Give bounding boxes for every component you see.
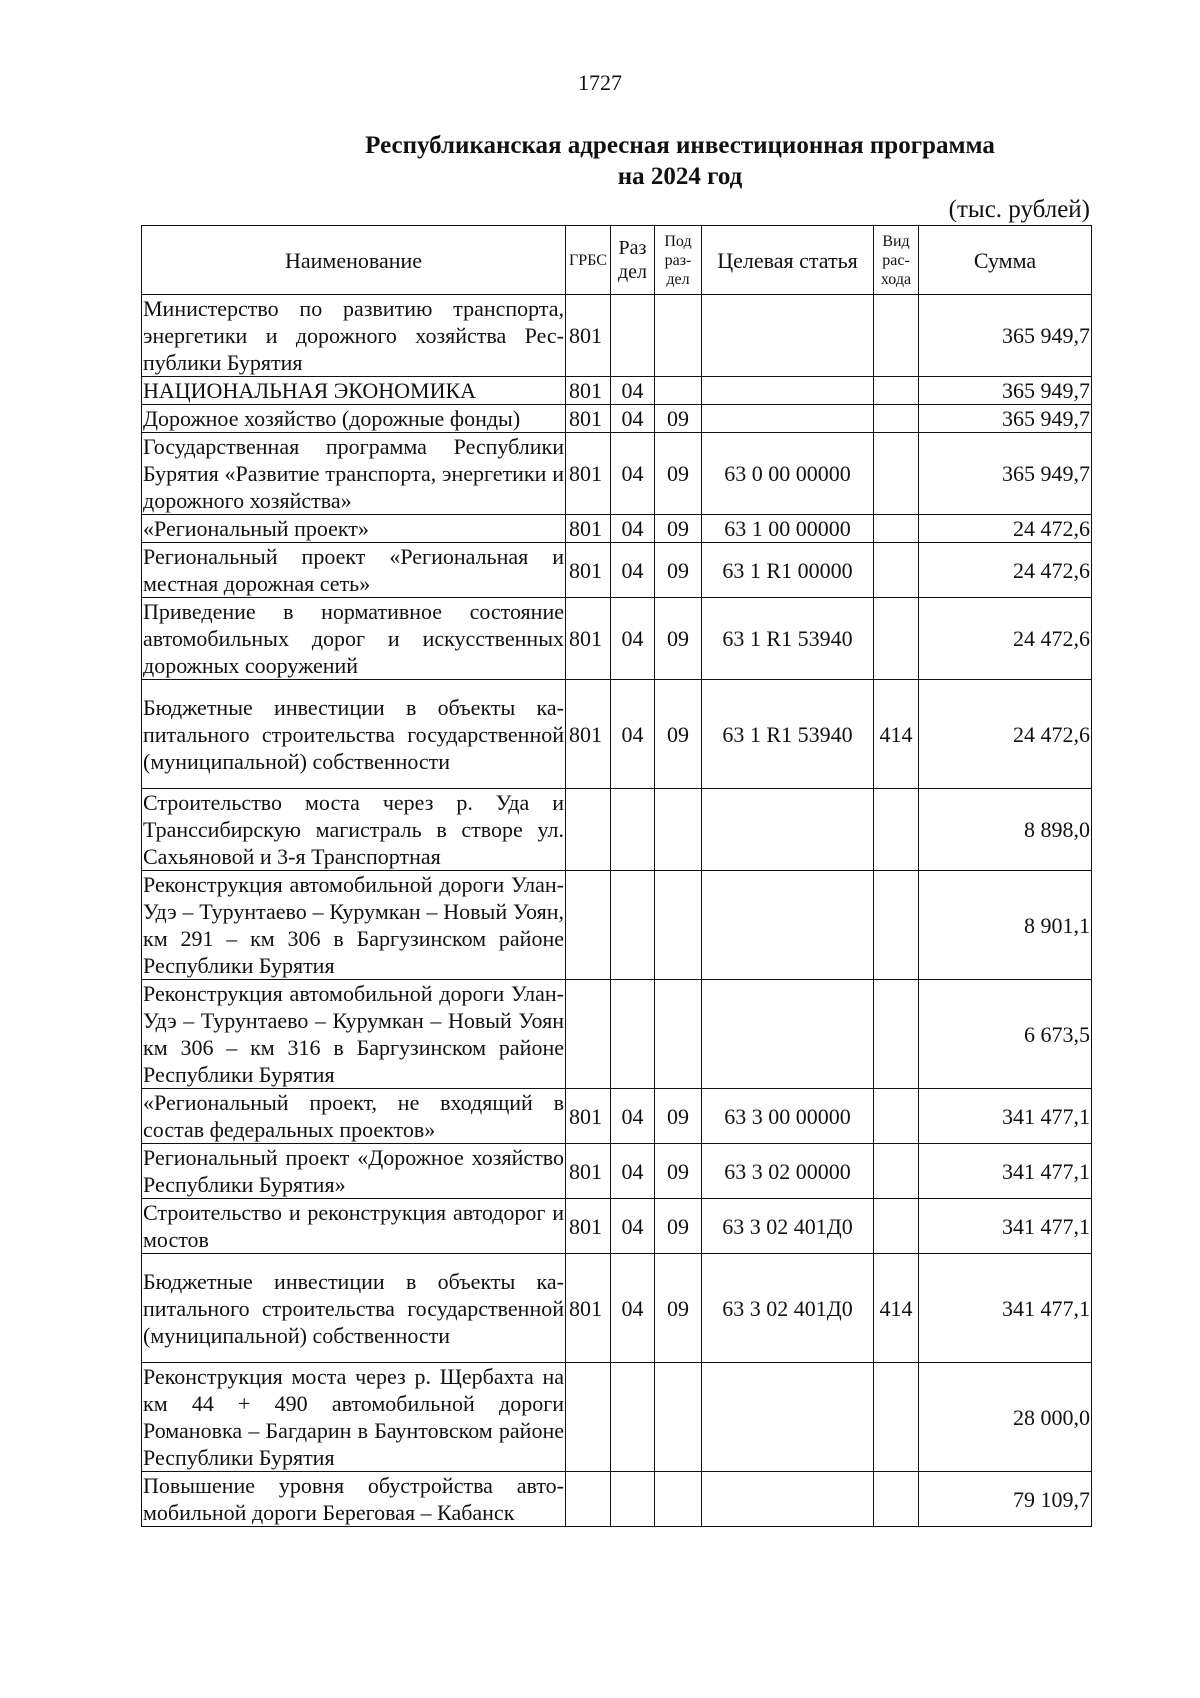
cell-celevaya: 63 0 00 00000 (702, 433, 874, 515)
cell-grbs: 801 (566, 680, 611, 789)
cell-razdel: 04 (611, 598, 655, 680)
cell-vid (874, 1472, 919, 1527)
title-line-2: на 2024 год (617, 163, 743, 190)
cell-grbs: 801 (566, 1199, 611, 1254)
page-number: 1727 (578, 70, 622, 95)
cell-name: Государственная программа Республики Бурятия «Развитие транспорта, энергетики и дорожного хозяйства» (143, 434, 564, 513)
cell-summa: 341 477,1 (919, 1199, 1092, 1254)
units-label: (тыс. рублей) (948, 196, 1090, 223)
cell-vid (874, 1089, 919, 1144)
cell-vid (874, 295, 919, 377)
cell-grbs: 801 (566, 515, 611, 543)
cell-summa: 6 673,5 (919, 980, 1092, 1089)
cell-vid (874, 515, 919, 543)
table-row (142, 1089, 1092, 1144)
cell-celevaya (702, 1363, 874, 1472)
header-celevaya: Целевая статья (702, 226, 874, 295)
table-row (142, 377, 1092, 405)
table-row (142, 1199, 1092, 1254)
cell-vid (874, 598, 919, 680)
cell-name: Реконструкция автомобильной дороги Улан-Удэ – Турунтаево – Курумкан – Новый Уоян км 306 – км 316 в Баргузинском районе Республики Бурятия (143, 981, 564, 1087)
cell-name: Реконструкция моста через р. Щербахта на км 44 + 490 автомобильной дороги Романовка – Багдарин в Баунтовском районе Республики Бурятия (143, 1364, 564, 1470)
cell-razdel (611, 1363, 655, 1472)
cell-vid (874, 871, 919, 980)
cell-celevaya: 63 1 00 00000 (702, 515, 874, 543)
cell-vid (874, 405, 919, 433)
cell-summa: 79 109,7 (919, 1472, 1092, 1527)
table-row (142, 1254, 1092, 1363)
cell-podrazdel: 09 (655, 543, 702, 598)
cell-razdel: 04 (611, 405, 655, 433)
cell-podrazdel (655, 980, 702, 1089)
investment-table (141, 225, 1092, 1527)
cell-podrazdel (655, 295, 702, 377)
cell-vid (874, 433, 919, 515)
cell-vid (874, 377, 919, 405)
cell-razdel (611, 980, 655, 1089)
cell-name: Приведение в нормативное состояние автомобильных дорог и искусственных дорожных сооружений (143, 599, 564, 678)
cell-grbs: 801 (566, 1089, 611, 1144)
cell-name: Региональный проект «Дорожное хозяйство Республики Бурятия» (143, 1145, 564, 1197)
cell-name: «Региональный проект, не входящий в состав федеральных проектов» (143, 1090, 564, 1142)
cell-celevaya (702, 295, 874, 377)
cell-podrazdel: 09 (655, 1144, 702, 1199)
table-row (142, 598, 1092, 680)
cell-grbs: 801 (566, 543, 611, 598)
cell-celevaya: 63 3 02 401Д0 (702, 1254, 874, 1363)
cell-podrazdel: 09 (655, 598, 702, 680)
cell-name: Повышение уровня обустройства автомобильной дороги Береговая – Кабанск (143, 1473, 564, 1525)
cell-grbs (566, 1363, 611, 1472)
document-title (290, 130, 1070, 192)
cell-name: Бюджетные инвестиции в объекты капитального строительства государственной (муниципальной) собственности (142, 1254, 566, 1363)
cell-podrazdel (655, 1363, 702, 1472)
cell-grbs: 801 (566, 295, 611, 377)
cell-razdel: 04 (611, 1254, 655, 1363)
cell-grbs: 801 (566, 598, 611, 680)
cell-name: Бюджетные инвестиции в объекты капитального строительства государственной (муниципальной) собственности (142, 680, 566, 789)
cell-name: Дорожное хозяйство (дорожные фонды) (142, 405, 566, 433)
header-grbs: ГРБС (566, 226, 611, 295)
table-row (142, 871, 1092, 980)
cell-name: НАЦИОНАЛЬНАЯ ЭКОНОМИКА (142, 377, 566, 405)
cell-grbs: 801 (566, 405, 611, 433)
cell-razdel: 04 (611, 515, 655, 543)
table-row (142, 1144, 1092, 1199)
header-razdel: Раз дел (611, 226, 655, 295)
table-row (142, 515, 1092, 543)
cell-grbs: 801 (566, 1144, 611, 1199)
header-summa: Сумма (919, 226, 1092, 295)
cell-celevaya: 63 1 R1 53940 (702, 598, 874, 680)
cell-razdel: 04 (611, 1089, 655, 1144)
cell-podrazdel: 09 (655, 515, 702, 543)
cell-vid (874, 1199, 919, 1254)
cell-podrazdel: 09 (655, 680, 702, 789)
cell-grbs: 801 (566, 433, 611, 515)
header-podrazdel: Под раз- дел (655, 226, 702, 295)
cell-grbs (566, 1472, 611, 1527)
cell-vid (874, 1144, 919, 1199)
cell-razdel: 04 (611, 433, 655, 515)
cell-razdel (611, 871, 655, 980)
cell-podrazdel: 09 (655, 433, 702, 515)
cell-podrazdel: 09 (655, 1254, 702, 1363)
cell-celevaya (702, 980, 874, 1089)
table-row (142, 980, 1092, 1089)
cell-name: Региональный проект «Региональная и местная дорожная сеть» (143, 544, 564, 596)
cell-podrazdel: 09 (655, 1199, 702, 1254)
cell-summa: 28 000,0 (919, 1363, 1092, 1472)
cell-razdel (611, 1472, 655, 1527)
cell-summa: 24 472,6 (919, 680, 1092, 789)
cell-name: Министерство по развитию транспорта, энергетики и дорожного хозяйства Республики Бурятия (143, 296, 564, 375)
cell-podrazdel (655, 1472, 702, 1527)
table-row (142, 405, 1092, 433)
cell-grbs: 801 (566, 1254, 611, 1363)
table-row (142, 295, 1092, 377)
cell-celevaya: 63 3 02 00000 (702, 1144, 874, 1199)
header-vid: Вид рас- хода (874, 226, 919, 295)
cell-podrazdel (655, 871, 702, 980)
cell-celevaya (702, 789, 874, 871)
cell-summa: 8 898,0 (919, 789, 1092, 871)
cell-summa: 24 472,6 (919, 543, 1092, 598)
cell-celevaya (702, 871, 874, 980)
cell-podrazdel (655, 377, 702, 405)
cell-vid (874, 543, 919, 598)
cell-summa: 24 472,6 (919, 598, 1092, 680)
cell-razdel: 04 (611, 680, 655, 789)
cell-name: «Региональный проект» (142, 515, 566, 543)
table-row (142, 433, 1092, 515)
cell-summa: 341 477,1 (919, 1089, 1092, 1144)
cell-celevaya (702, 405, 874, 433)
cell-podrazdel (655, 789, 702, 871)
cell-celevaya (702, 377, 874, 405)
cell-celevaya (702, 1472, 874, 1527)
cell-celevaya: 63 3 02 401Д0 (702, 1199, 874, 1254)
cell-summa: 365 949,7 (919, 433, 1092, 515)
cell-vid (874, 980, 919, 1089)
cell-summa: 24 472,6 (919, 515, 1092, 543)
cell-podrazdel: 09 (655, 1089, 702, 1144)
cell-summa: 341 477,1 (919, 1254, 1092, 1363)
cell-razdel (611, 789, 655, 871)
cell-summa: 8 901,1 (919, 871, 1092, 980)
cell-razdel: 04 (611, 1144, 655, 1199)
cell-razdel: 04 (611, 543, 655, 598)
cell-summa: 341 477,1 (919, 1144, 1092, 1199)
cell-vid (874, 1363, 919, 1472)
table-body (142, 295, 1092, 1527)
cell-vid: 414 (874, 680, 919, 789)
cell-razdel: 04 (611, 1199, 655, 1254)
table-header-row (142, 226, 1092, 295)
cell-celevaya: 63 1 R1 53940 (702, 680, 874, 789)
cell-vid (874, 789, 919, 871)
cell-grbs (566, 871, 611, 980)
table-row (142, 543, 1092, 598)
title-line-1: Республиканская адресная инвестиционная программа (365, 132, 995, 159)
cell-summa: 365 949,7 (919, 377, 1092, 405)
table-row (142, 1363, 1092, 1472)
cell-razdel (611, 295, 655, 377)
cell-celevaya: 63 1 R1 00000 (702, 543, 874, 598)
header-name: Наименование (142, 226, 566, 295)
cell-summa: 365 949,7 (919, 295, 1092, 377)
cell-podrazdel: 09 (655, 405, 702, 433)
table-row (142, 680, 1092, 789)
cell-name: Строительство и реконструкция автодорог и мостов (143, 1200, 564, 1252)
cell-grbs (566, 980, 611, 1089)
cell-razdel: 04 (611, 377, 655, 405)
cell-grbs (566, 789, 611, 871)
cell-celevaya: 63 3 00 00000 (702, 1089, 874, 1144)
cell-name: Реконструкция автомобильной дороги Улан-Удэ – Турунтаево – Курумкан – Новый Уоян, км 291 – км 306 в Баргузинском районе Республики Бурятия (143, 872, 564, 978)
table-row (142, 789, 1092, 871)
table-row (142, 1472, 1092, 1527)
cell-summa: 365 949,7 (919, 405, 1092, 433)
cell-vid: 414 (874, 1254, 919, 1363)
cell-name: Строительство моста через р. Уда и Транссибирскую магистраль в створе ул. Сахьяновой и 3-я Транспортная (143, 790, 564, 869)
cell-grbs: 801 (566, 377, 611, 405)
